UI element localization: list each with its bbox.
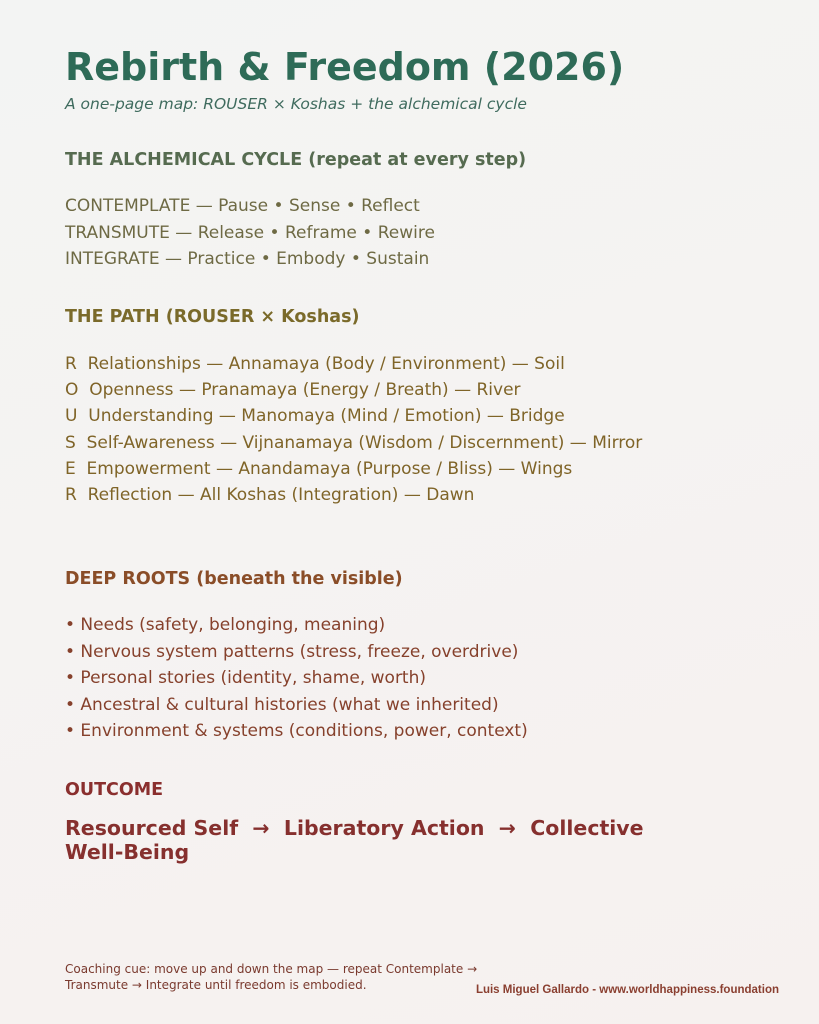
- alchemical-cycle-heading: THE ALCHEMICAL CYCLE (repeat at every step): [65, 150, 527, 170]
- outcome-statement: Resourced Self → Liberatory Action → Collective Well-Being: [65, 816, 651, 864]
- deep-roots-list: [65, 612, 528, 745]
- outcome-heading: OUTCOME: [65, 780, 164, 800]
- deep-roots-heading: DEEP ROOTS (beneath the visible): [65, 569, 403, 589]
- coaching-cue: Coaching cue: move up and down the map — repeat Contemplate → Transmute → Integrate until freedom is embodied.: [65, 962, 478, 992]
- root-item-nervous-system: • Nervous system patterns (stress, freeze, overdrive): [65, 641, 519, 662]
- cycle-step-contemplate: CONTEMPLATE — Pause • Sense • Reflect: [65, 196, 420, 216]
- path-item-relationships: R Relationships — Annamaya (Body / Environment) — Soil: [65, 354, 565, 374]
- attribution-credit: Luis Miguel Gallardo - www.worldhappiness.foundation: [475, 984, 779, 996]
- path-heading: THE PATH (ROUSER × Koshas): [65, 307, 360, 327]
- root-item-ancestral-histories: • Ancestral & cultural histories (what we inherited): [65, 694, 499, 715]
- path-item-understanding: U Understanding — Manomaya (Mind / Emotion) — Bridge: [65, 406, 565, 427]
- cycle-step-integrate: INTEGRATE — Practice • Embody • Sustain: [65, 249, 430, 270]
- page-title: Rebirth & Freedom (2026): [65, 45, 625, 89]
- path-item-reflection: R Reflection — All Koshas (Integration) — Dawn: [65, 485, 475, 506]
- cycle-step-transmute: TRANSMUTE — Release • Reframe • Rewire: [65, 222, 435, 243]
- root-item-environment-systems: • Environment & systems (conditions, power, context): [65, 721, 528, 742]
- root-item-personal-stories: • Personal stories (identity, shame, worth): [65, 668, 427, 689]
- root-item-needs: • Needs (safety, belonging, meaning): [65, 615, 386, 635]
- path-list: [65, 351, 675, 508]
- alchemical-cycle-list: [65, 193, 435, 273]
- path-item-self-awareness: S Self-Awareness — Vijnanamaya (Wisdom / Discernment) — Mirror: [65, 432, 643, 453]
- path-item-empowerment: E Empowerment — Anandamaya (Purpose / Bliss) — Wings: [65, 458, 573, 479]
- page-subtitle: A one-page map: ROUSER × Koshas + the alchemical cycle: [65, 95, 527, 113]
- path-item-openness: O Openness — Pranamaya (Energy / Breath) — River: [65, 380, 521, 401]
